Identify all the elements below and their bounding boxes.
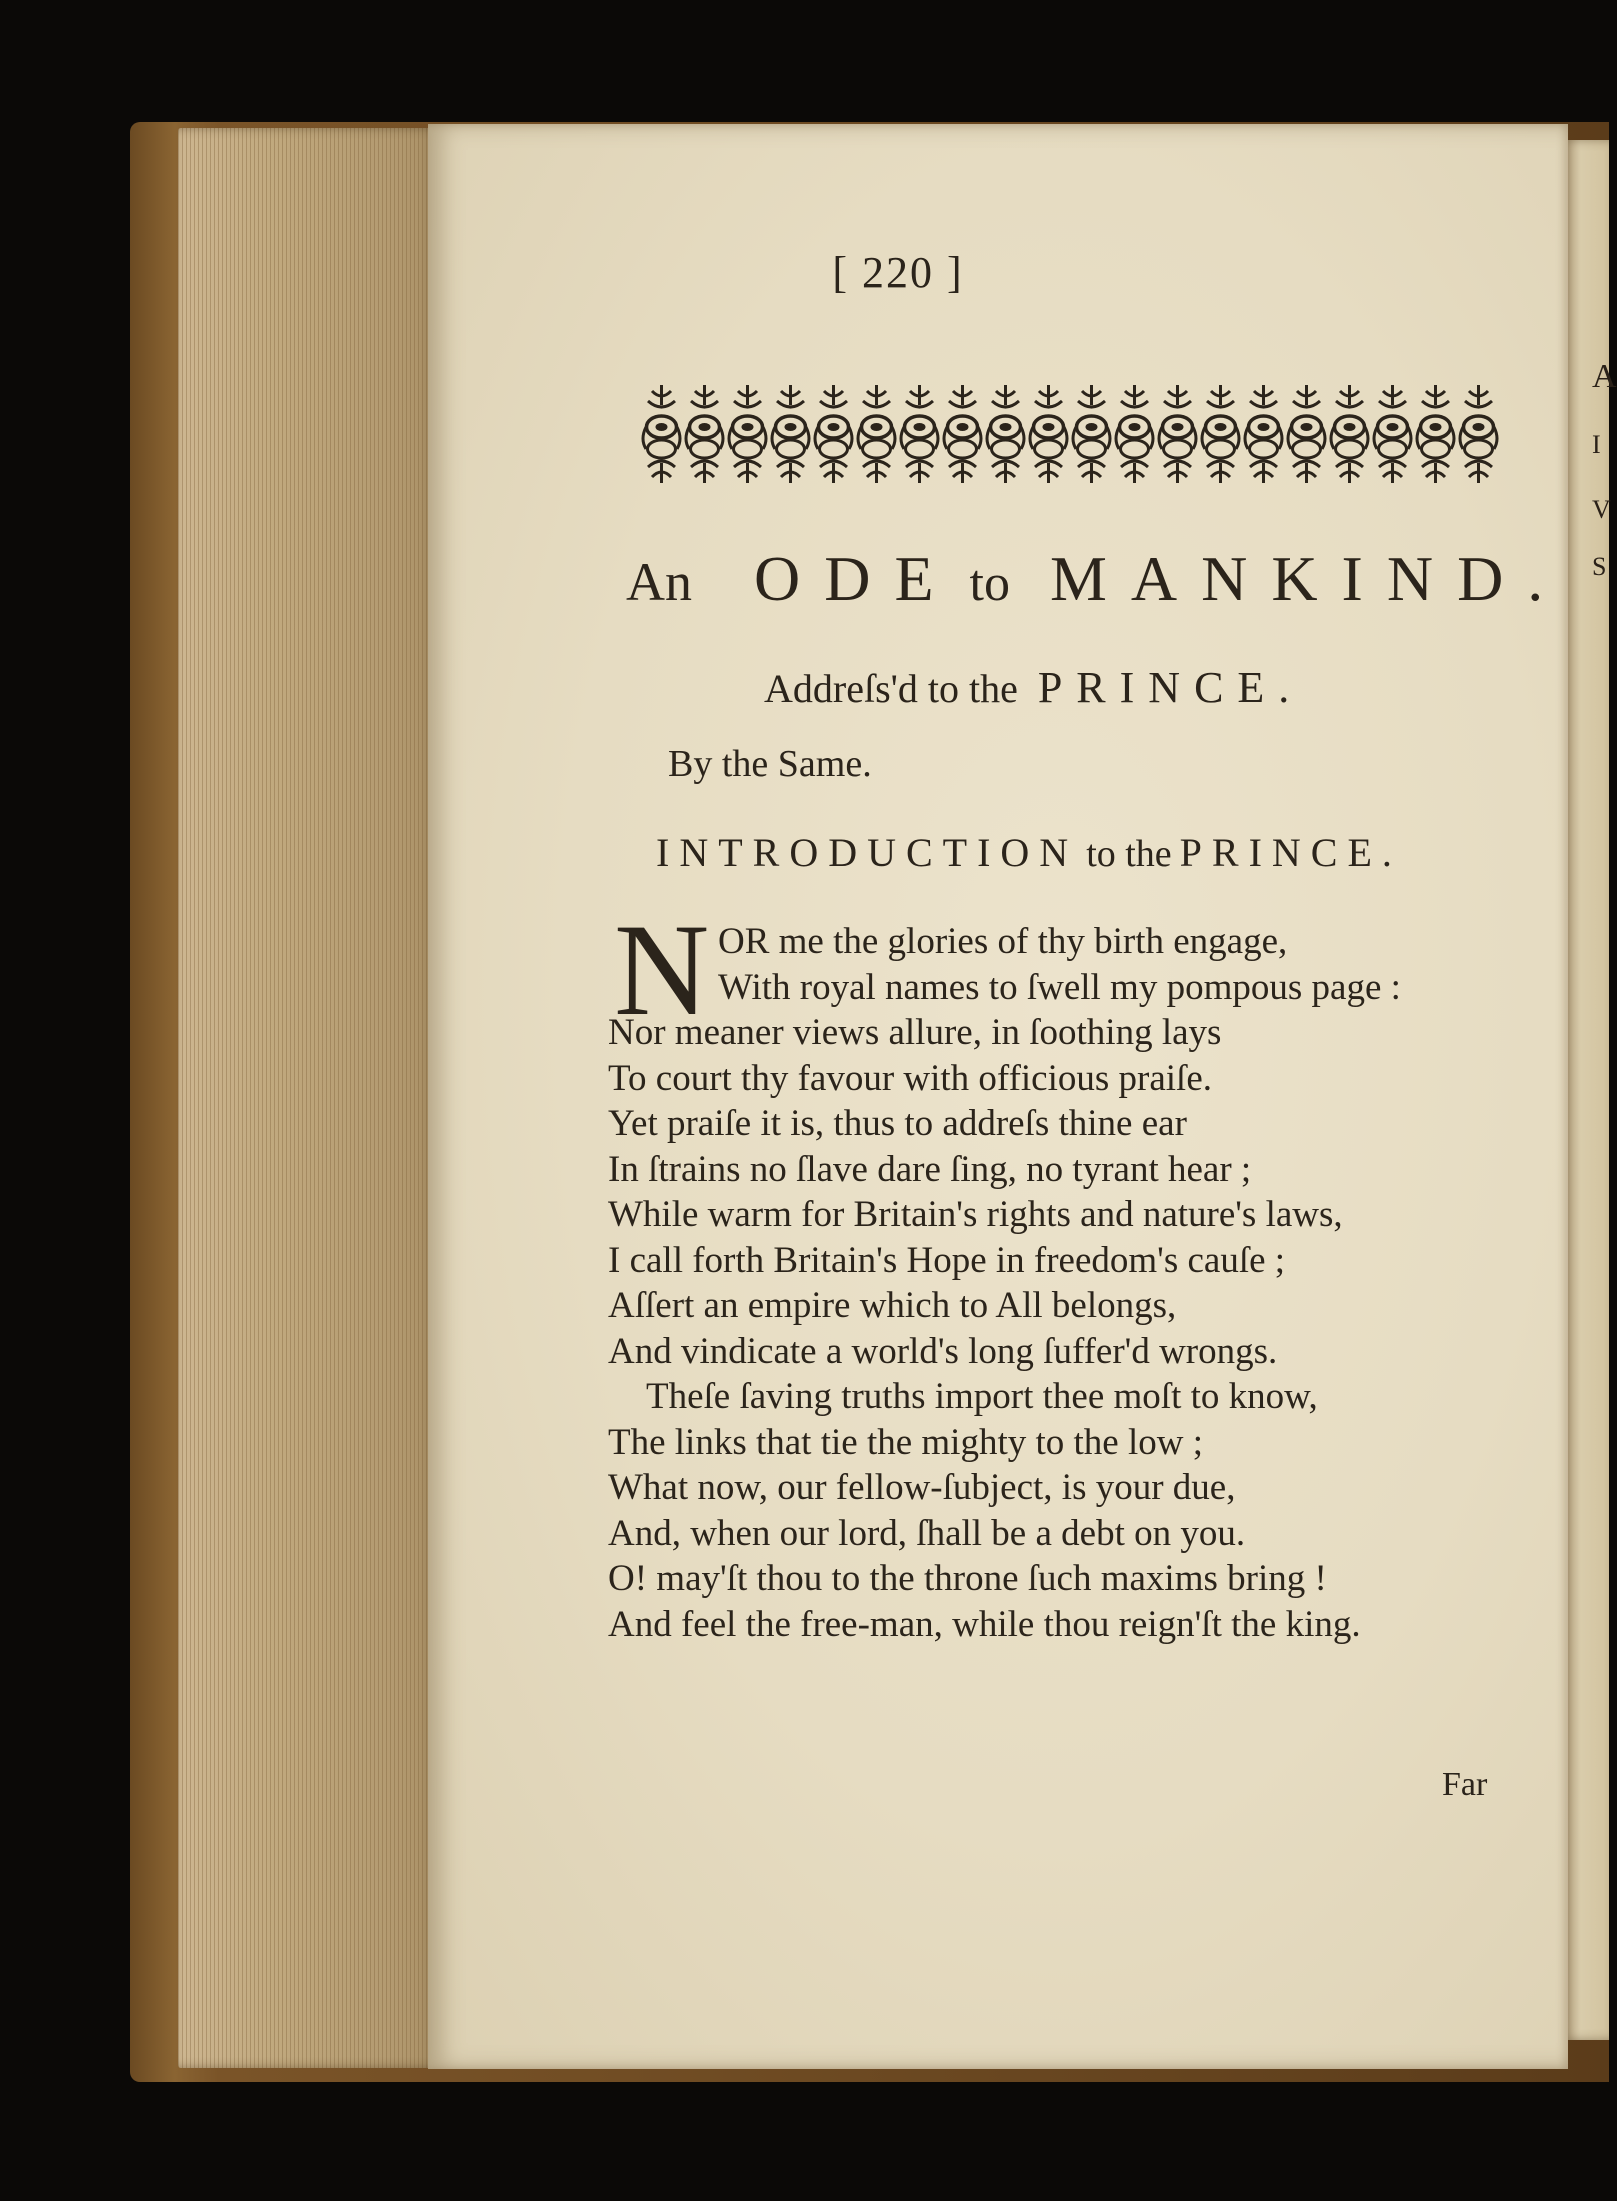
- title-an: An: [626, 552, 692, 612]
- section-heading: [656, 829, 1402, 876]
- poem-line: OR me the glories of thy birth engage,: [718, 921, 1288, 962]
- poem-line: O! may'ſt thou to the throne ſuch maxims bring !: [608, 1558, 1327, 1599]
- poem-line: Nor meaner views allure, in ſoothing lays: [608, 1012, 1222, 1053]
- page-number: [ 220 ]: [832, 248, 964, 297]
- byline: By the Same.: [668, 743, 872, 785]
- poem-line: What now, our fellow-ſubject, is your due,: [608, 1467, 1236, 1508]
- poem-line: Yet praiſe it is, thus to addreſs thine ear: [608, 1103, 1187, 1144]
- page-edges: [178, 128, 446, 2068]
- poem-line: And vindicate a world's long ſuffer'd wrongs.: [608, 1330, 1278, 1372]
- page-title: [626, 542, 1568, 616]
- poem-line: And, when our lord, ſhall be a debt on you.: [608, 1512, 1246, 1554]
- next-page-fragment: A: [1592, 358, 1617, 395]
- title-mankind: MANKIND.: [1049, 543, 1568, 614]
- subtitle: [764, 662, 1303, 713]
- book-page: [428, 124, 1568, 2069]
- intro-to: to the: [1086, 833, 1172, 875]
- subtitle-prefix: Addreſs'd to the: [764, 666, 1018, 711]
- next-page-fragment: V: [1592, 495, 1611, 524]
- poem-line: To court thy favour with officious praiſe.: [608, 1057, 1212, 1099]
- poem-body: [608, 919, 1508, 1647]
- poem-line: The links that tie the mighty to the low ;: [608, 1421, 1203, 1463]
- subtitle-prince: PRINCE.: [1037, 663, 1304, 712]
- title-to: to: [969, 555, 1010, 612]
- next-page-fragment: I: [1592, 430, 1601, 459]
- ornamental-headband: [640, 379, 1500, 489]
- intro-prince: PRINCE.: [1179, 830, 1402, 875]
- poem-line: While warm for Britain's rights and nature's laws,: [608, 1194, 1343, 1235]
- drop-cap: N: [614, 896, 710, 1043]
- poem-line: I call forth Britain's Hope in freedom's cauſe ;: [608, 1239, 1286, 1281]
- next-page-fragment: S: [1592, 552, 1607, 581]
- poem-line: Theſe ſaving truths import thee moſt to know,: [646, 1376, 1318, 1417]
- poem-line: With royal names to ſwell my pompous page :: [718, 966, 1401, 1008]
- catchword: Far: [1442, 1766, 1488, 1803]
- title-ode: ODE: [754, 543, 958, 614]
- poem-line: And feel the free-man, while thou reign'ſt the king.: [608, 1603, 1361, 1645]
- poem-line: In ſtrains no ſlave dare ſing, no tyrant hear ;: [608, 1148, 1252, 1190]
- poem-line: Aſſert an empire which to All belongs,: [608, 1285, 1177, 1326]
- intro-heading: INTRODUCTION: [656, 830, 1079, 875]
- next-page-sliver: [1562, 140, 1617, 2040]
